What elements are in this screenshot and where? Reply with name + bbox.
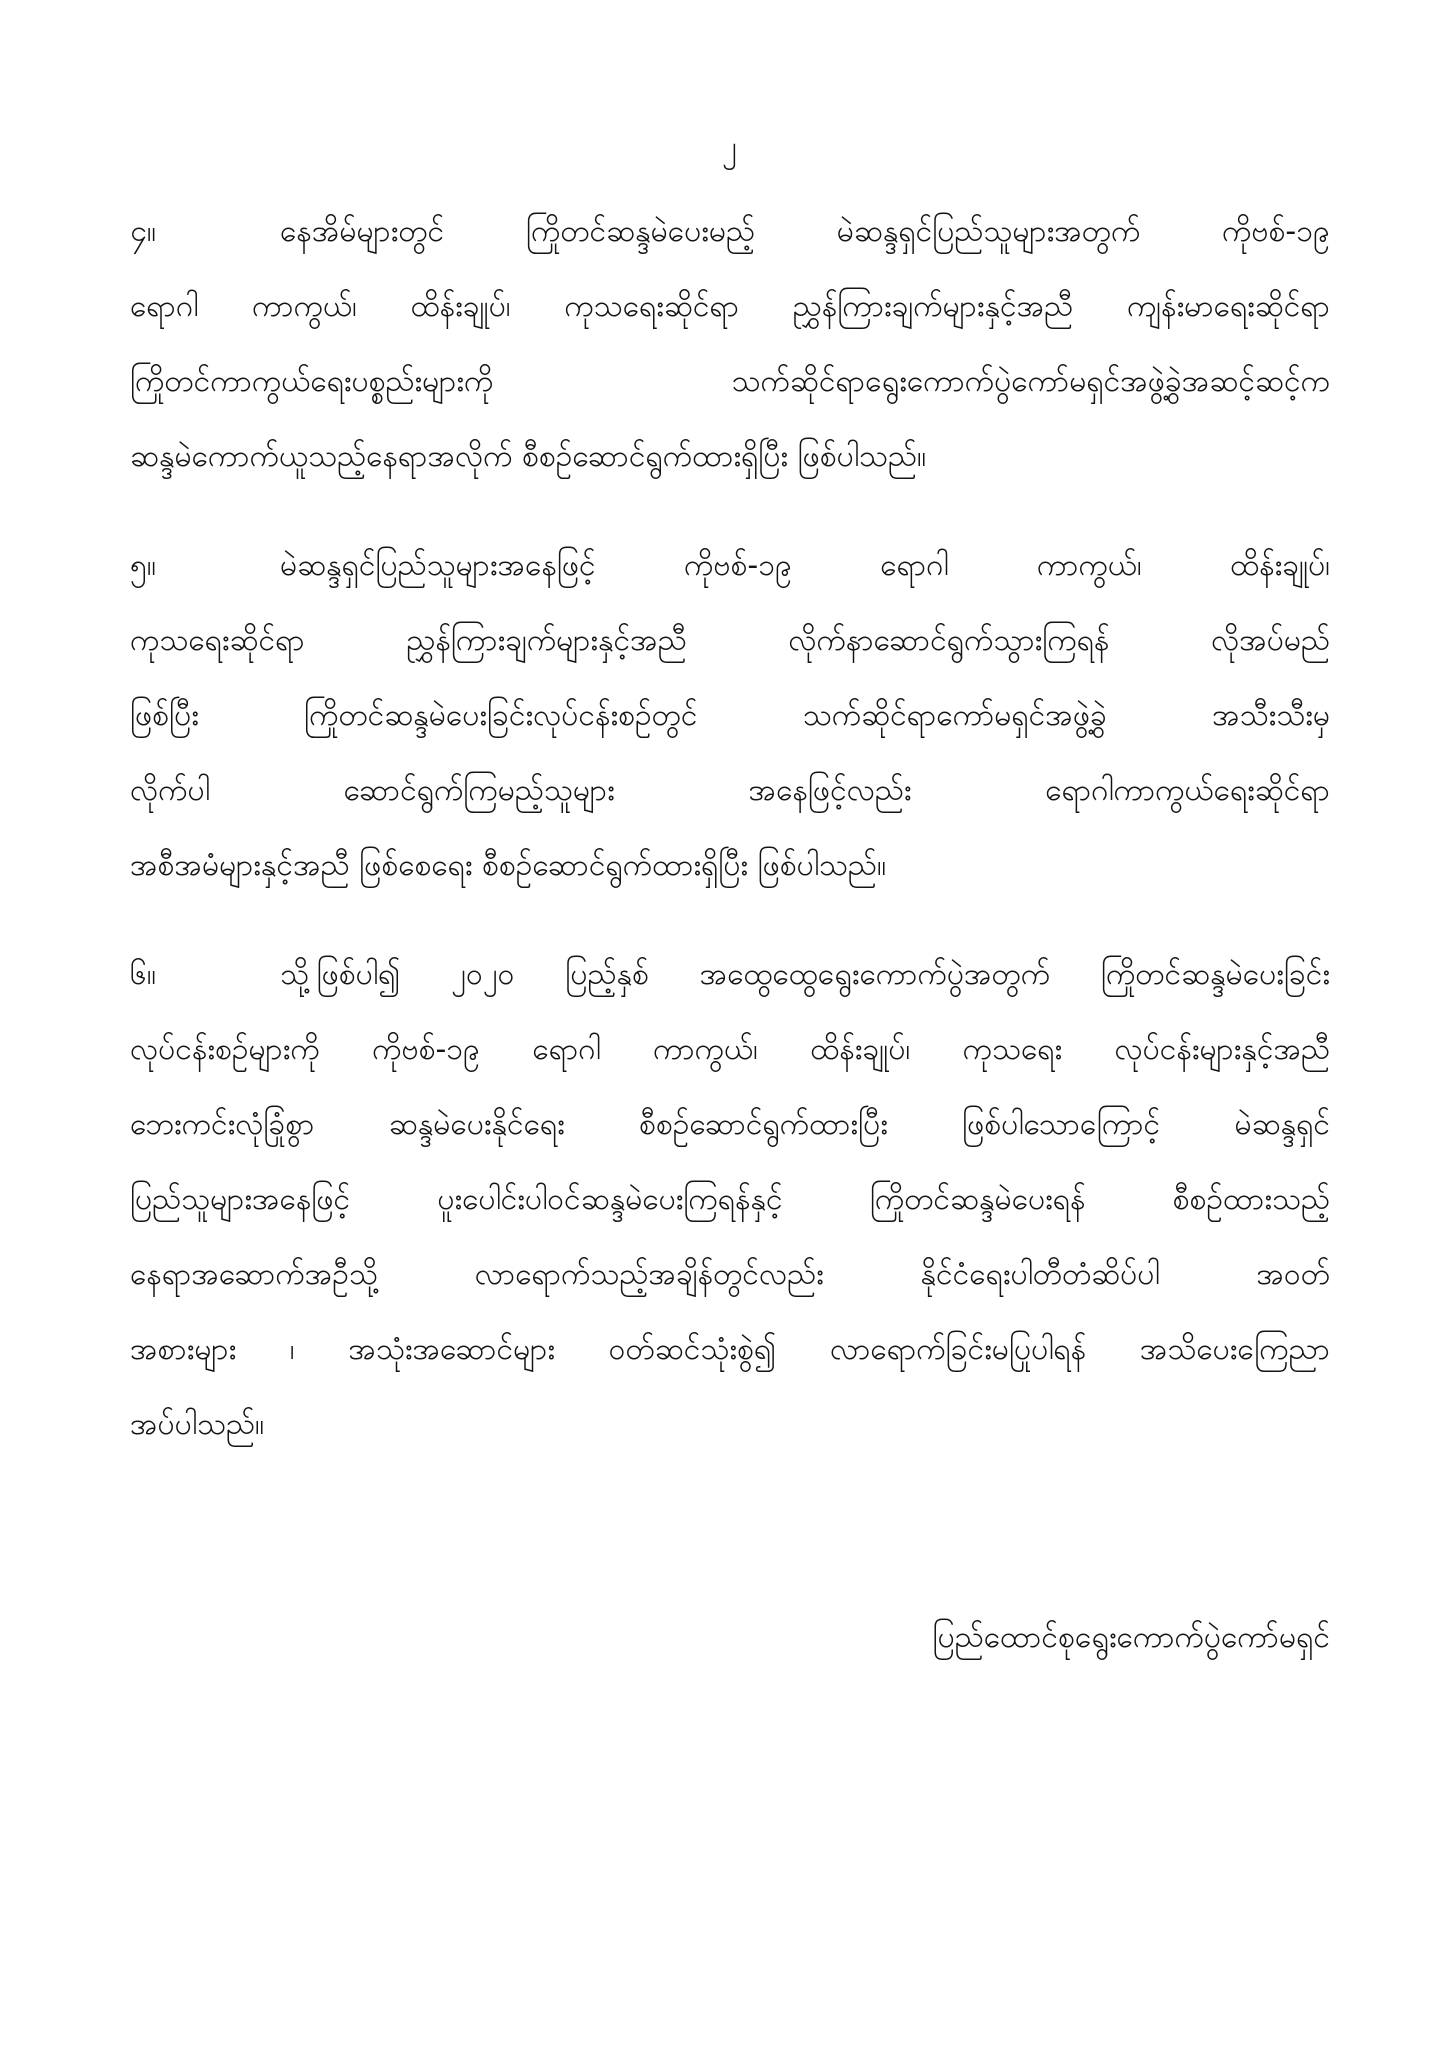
paragraph-5-line-2: ကုသရေးဆိုင်ရာ ညွှန်ကြားချက်များနှင့်အညီ လိုက်နာဆောင်ရွက်သွားကြရန် လိုအပ်မည် [130, 623, 1330, 658]
paragraph-5-line-4: လိုက်ပါ ဆောင်ရွက်ကြမည့်သူများ အနေဖြင့်လည်း ရောဂါကာကွယ်ရေးဆိုင်ရာ [130, 773, 1330, 808]
paragraph-4-number: ၄။ [130, 214, 156, 249]
paragraph-4 [130, 194, 1330, 494]
paragraph-5-line-5: အစီအမံများနှင့်အညီ ဖြစ်စေရေး စီစဉ်ဆောင်ရွက်ထားရှိပြီး ဖြစ်ပါသည်။ [130, 848, 887, 883]
paragraph-4-line-1: နေအိမ်များတွင် ကြိုတင်ဆန္ဒမဲပေးမည့် မဲဆန္ဒရှင်ပြည်သူများအတွက် ကိုဗစ်-၁၉ [280, 214, 1330, 249]
page-number: ၂ [722, 130, 738, 165]
paragraph-4-line-4: ဆန္ဒမဲကောက်ယူသည့်နေရာအလိုက် စီစဉ်ဆောင်ရွက်ထားရှိပြီး ဖြစ်ပါသည်။ [130, 439, 927, 474]
paragraph-5-line-3: ဖြစ်ပြီး ကြိုတင်ဆန္ဒမဲပေးခြင်းလုပ်ငန်းစဉ်တွင် သက်ဆိုင်ရာကော်မရှင်အဖွဲ့ခွဲ အသီးသီးမှ [130, 698, 1330, 733]
paragraph-6-line-3: ဘေးကင်းလုံခြုံစွာ ဆန္ဒမဲပေးနိုင်ရေး စီစဉ်ဆောင်ရွက်ထားပြီး ဖြစ်ပါသောကြောင့် မဲဆန္ဒရှင် [130, 1107, 1330, 1142]
paragraph-5-first-line [130, 528, 1330, 603]
paragraph-6-line-5: နေရာအဆောက်အဦသို့ လာရောက်သည့်အချိန်တွင်လည်း နိုင်ငံရေးပါတီတံဆိပ်ပါ အဝတ် [130, 1257, 1330, 1292]
paragraph-5 [130, 528, 1330, 903]
paragraph-4-first-line [130, 194, 1330, 269]
paragraph-4-line-2: ရောဂါ ကာကွယ်၊ ထိန်းချုပ်၊ ကုသရေးဆိုင်ရာ ညွှန်ကြားချက်များနှင့်အညီ ကျန်းမာရေးဆိုင်ရာ [130, 289, 1330, 324]
paragraph-4-line-3: ကြိုတင်ကာကွယ်ရေးပစ္စည်းများကို သက်ဆိုင်ရာရွေးကောက်ပွဲကော်မရှင်အဖွဲ့ခွဲအဆင့်ဆင့်က [130, 364, 1330, 399]
paragraph-5-line-1: မဲဆန္ဒရှင်ပြည်သူများအနေဖြင့် ကိုဗစ်-၁၉ ရောဂါ ကာကွယ်၊ ထိန်းချုပ်၊ [280, 548, 1330, 583]
paragraph-6-line-7: အပ်ပါသည်။ [130, 1407, 265, 1442]
signature-line: ပြည်ထောင်စုရွေးကောက်ပွဲကော်မရှင် [932, 1620, 1330, 1655]
paragraph-6-line-4: ပြည်သူများအနေဖြင့် ပူးပေါင်းပါဝင်ဆန္ဒမဲပေးကြရန်နှင့် ကြိုတင်ဆန္ဒမဲပေးရန် စီစဉ်ထားသည့် [130, 1182, 1330, 1217]
paragraph-6-first-line [130, 937, 1330, 1012]
paragraph-6-number: ၆။ [130, 957, 156, 992]
paragraph-5-number: ၅။ [130, 548, 156, 583]
paragraph-6-line-6: အစားများ ၊ အသုံးအဆောင်များ ဝတ်ဆင်သုံးစွဲ၍ လာရောက်ခြင်းမပြုပါရန် အသိပေးကြေညာ [130, 1332, 1330, 1367]
paragraph-6-line-2: လုပ်ငန်းစဉ်များကို ကိုဗစ်-၁၉ ရောဂါ ကာကွယ်၊ ထိန်းချုပ်၊ ကုသရေး လုပ်ငန်းများနှင့်အညီ [130, 1032, 1330, 1067]
paragraph-6 [130, 937, 1330, 1462]
paragraph-6-line-1: သို့ဖြစ်ပါ၍ ၂၀၂၀ ပြည့်နှစ် အထွေထွေရွေးကောက်ပွဲအတွက် ကြိုတင်ဆန္ဒမဲပေးခြင်း [280, 957, 1330, 992]
